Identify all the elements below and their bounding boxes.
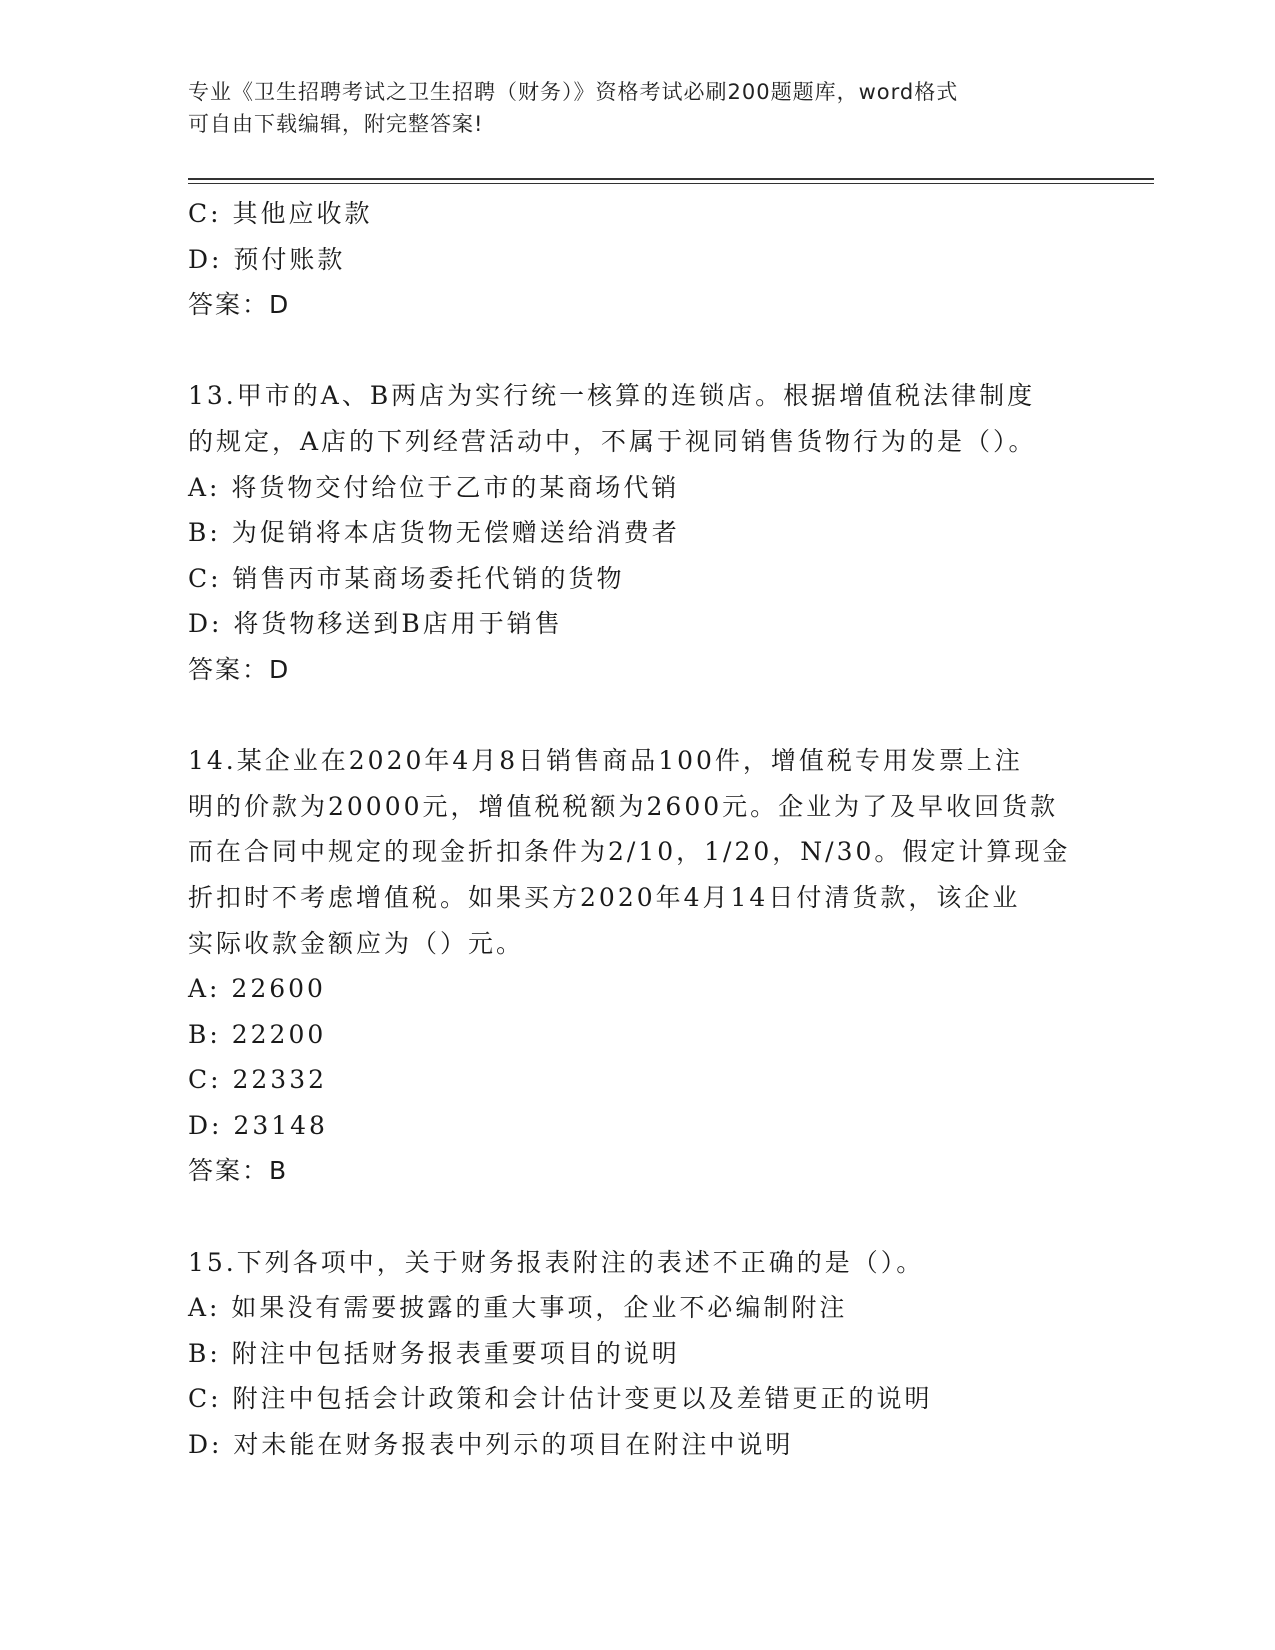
option-d: D: 23148 <box>188 1110 328 1140</box>
spacer <box>188 328 1068 374</box>
answer-line: 答案：D <box>188 654 291 684</box>
question-stem-line: 实际收款金额应为（）元。 <box>188 928 525 958</box>
header-line-2: 可自由下载编辑，附完整答案! <box>188 112 484 136</box>
option-b: B: 22200 <box>188 1019 327 1049</box>
option-b: B: 附注中包括财务报表重要项目的说明 <box>188 1338 680 1368</box>
option-d: D: 预付账款 <box>188 244 346 274</box>
question-stem-line: 明的价款为20000元，增值税税额为2600元。企业为了及早收回货款 <box>188 791 1059 821</box>
option-b: B: 为促销将本店货物无偿赠送给消费者 <box>188 518 680 548</box>
page-header <box>188 76 1068 140</box>
question-stem-line: 的规定，A店的下列经营活动中，不属于视同销售货物行为的是（）。 <box>188 426 1037 456</box>
question-15 <box>188 1240 1068 1468</box>
option-a: A: 22600 <box>188 974 326 1004</box>
answer-line: 答案：D <box>188 290 291 320</box>
option-d: D: 将货物移送到B店用于销售 <box>188 609 563 639</box>
answer-line: 答案：B <box>188 1156 289 1186</box>
question-14 <box>188 738 1071 1194</box>
question-stem-line: 而在合同中规定的现金折扣条件为2/10，1/20，N/30。假定计算现金 <box>188 837 1071 867</box>
question-12-tail <box>188 191 1068 328</box>
question-13 <box>188 373 1068 692</box>
option-d: D: 对未能在财务报表中列示的项目在附注中说明 <box>188 1430 794 1460</box>
header-line-1: 专业《卫生招聘考试之卫生招聘（财务）》资格考试必刷200题题库，word格式 <box>188 80 959 104</box>
document-body <box>188 191 1071 1468</box>
option-c: C: 附注中包括会计政策和会计估计变更以及差错更正的说明 <box>188 1384 933 1414</box>
option-a: A: 将货物交付给位于乙市的某商场代销 <box>188 472 680 502</box>
option-c: C: 其他应收款 <box>188 199 373 228</box>
option-a: A: 如果没有需要披露的重大事项，企业不必编制附注 <box>188 1293 848 1323</box>
option-c: C: 销售丙市某商场委托代销的货物 <box>188 563 625 593</box>
option-c: C: 22332 <box>188 1065 328 1095</box>
question-stem-line: 折扣时不考虑增值税。如果买方2020年4月14日付清货款，该企业 <box>188 882 1021 912</box>
header-divider-thin <box>188 183 1154 184</box>
header-divider-thick <box>188 178 1154 180</box>
question-stem-line: 15.下列各项中，关于财务报表附注的表述不正确的是（）。 <box>188 1247 925 1277</box>
question-stem-line: 13.甲市的A、B两店为实行统一核算的连锁店。根据增值税法律制度 <box>188 381 1036 411</box>
question-stem-line: 14.某企业在2020年4月8日销售商品100件，增值税专用发票上注 <box>188 746 1023 776</box>
spacer <box>188 693 1068 739</box>
spacer <box>188 1194 1068 1240</box>
